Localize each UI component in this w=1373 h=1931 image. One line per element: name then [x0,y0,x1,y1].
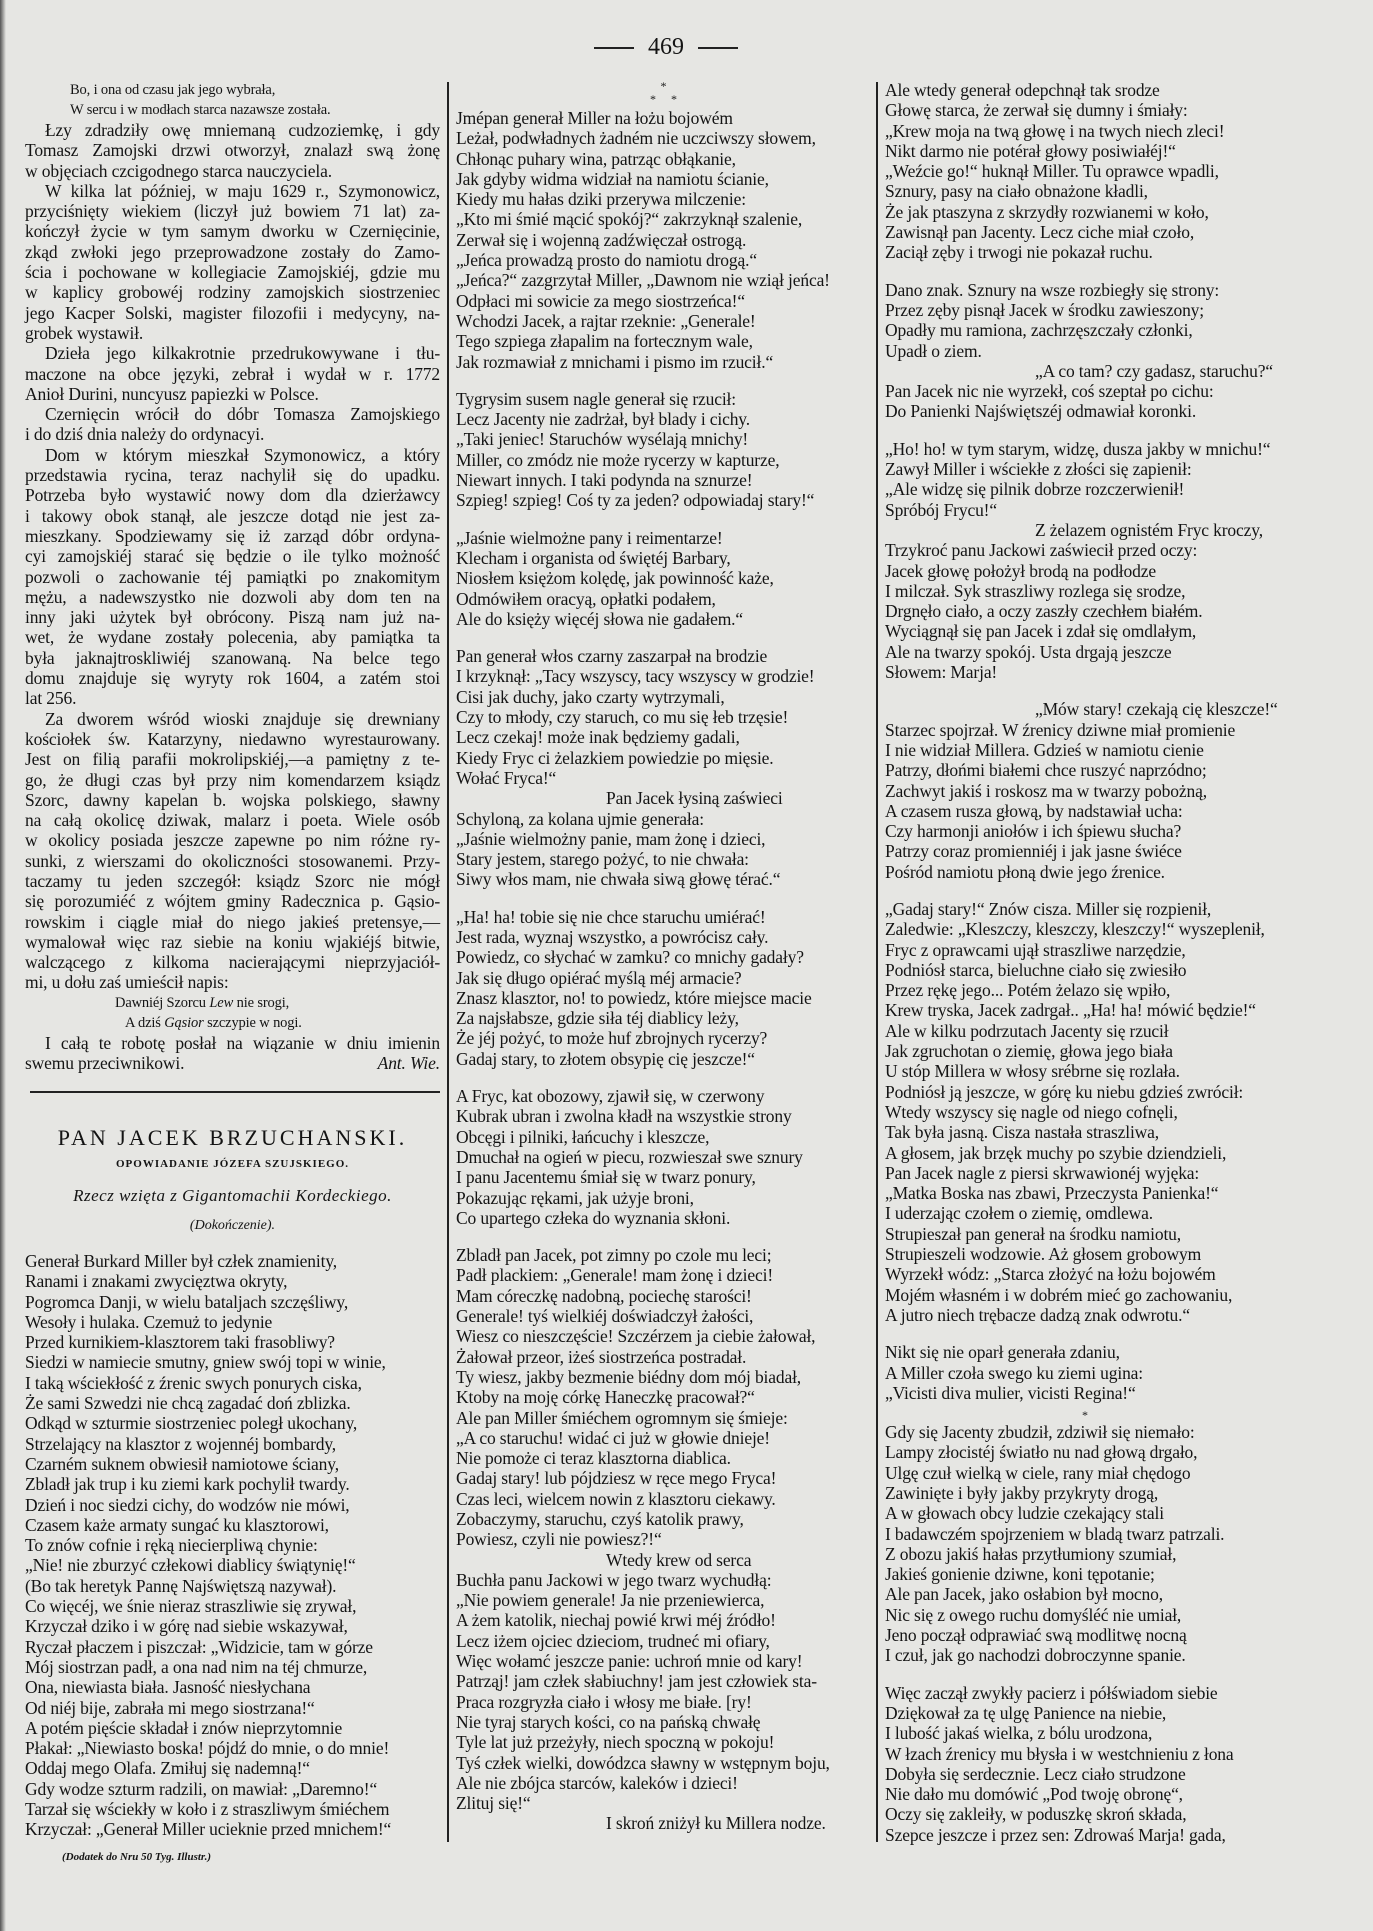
verse-line: Praca rozgryzła ciało i włosy me białe. [ry! [456,1691,752,1712]
verse-line: Jak się długo opiérać myślą méj armacie? [456,967,742,988]
stanza [456,646,871,890]
poem-column-right [885,80,1285,1845]
verse-line: Strupieszał pan generał na środku namiotu, [885,1223,1181,1244]
verse-line: Ale pan Jacek, jako osłabion był mocno, [885,1584,1163,1605]
verse-line: Tyle lat już przeżyły, niech spoczną w pokoju! [456,1732,775,1753]
verse-line: Głowę starca, że zerwał się dumny i śmiały: [885,100,1188,121]
stanza [456,1245,871,1834]
verse-line: Że sami Szwedzi nie chcą zagadać doń zblizka. [25,1393,351,1414]
verse-line: A Fryc, kat obozowy, zjawił się, w czerwony [456,1086,765,1107]
verse-line: „Ha! ha! tobie się nie chce staruchu umiérać! [456,906,766,927]
footnote: (Dodatek do Nru 50 Tyg. Illustr.) [62,1851,212,1863]
verse-line: Gadaj stary! lub pójdziesz w ręce mego Fryca! [456,1468,777,1489]
paragraph-line: Anioł Durini, nuncyusz papiezki w Polsce. [25,383,319,404]
verse-line: Czasem każe armaty sungać ku klasztorowi, [25,1514,329,1535]
verse-line: Wiesz co nieszczęście! Szczérzem ja ciebie żałował, [456,1326,816,1347]
paragraph-line: przyciśnięty wiekiem (liczył już bowiem 71 lat) za- [25,201,440,222]
paragraph-line: przedstawia rycina, teraz nachylił się do upadku. [25,465,440,486]
asterism-icon: * * [650,92,677,106]
verse-line: Kubrak ubran i zwolna kładł na wszystkie strony [456,1106,792,1127]
verse-line: Żałował przeor, iżeś siostrzeńca postradał. [456,1346,747,1367]
verse-line: Obcęgi i pilniki, łańcuchy i kleszcze, [456,1126,710,1147]
stanza [885,899,1285,1325]
verse-line: Że jak ptaszyna z skrzydły rozwianemi w koło, [885,201,1209,222]
verse-line: Tyś człek wielki, dowódzca sławny w wstępnym boju, [456,1752,830,1773]
story-title: PAN JACEK BRZUCHANSKI. [57,1125,408,1150]
inscription-segment: szczypie w nogi. [203,1014,302,1031]
verse-line: Czas leci, wielcem nowin z klasztoru ciekawy. [456,1488,776,1509]
verse-line: Lecz czekaj! może inak będziemy gadali, [456,727,740,748]
verse-line: Ale wtedy generał odepchnął tak srodze [885,80,1160,100]
verse-line: A potém pięście składał i znów nieprzytomnie [25,1717,343,1738]
verse-line: Generał Burkard Miller był człek znamienity, [25,1251,338,1271]
verse-line: Drgnęło ciało, a oczy zaszły czechłem białém. [885,601,1203,622]
verse-line: Ale do księży więcéj słowa nie gadałem.“ [456,608,744,629]
verse-line: Jakieś gonienie dziwne, koni tępotanie; [885,1564,1155,1585]
paragraph-line: ścia i pochowane w kollegiacie Zamojskiéj, gdzie mu [25,262,440,283]
paragraph-line: Potrzeba było wystawić nowy dom dla dzierżawcy [25,485,440,506]
verse-line: „A co staruchu! widać ci już w głowie dnieje! [456,1427,770,1448]
paragraph-line: w objęciach czcigodnego starca nauczyciela. [25,160,332,181]
verse-line: Przez zęby pisnął Jacek w środku zawieszony; [885,299,1204,320]
verse-line: Spróbój Frycu!“ [885,499,997,520]
inscription-line [25,993,440,1013]
stanza [885,1683,1285,1845]
intro-verse-line: W sercu i w modłach starca nazawsze została. [70,102,331,118]
verse-line: U stóp Millera w włosy srébrne się rozlała. [885,1061,1180,1082]
verse-line: Fryc z oprawcami ujął straszliwe narzędzie, [885,939,1186,960]
inscription-line [25,1013,440,1033]
verse-line: Krzyczał dziko i w górę nad siebie wskazywał, [25,1616,348,1637]
verse-line: Jak gdyby widma widział na namiotu ścianie, [456,168,769,189]
paragraph-text: swemu przeciwnikowi. [25,1053,185,1074]
column-divider [876,82,878,1842]
paragraph-line: sunki, z wierszami do okoliczności stosowanemi. Przy- [25,850,440,871]
verse-line: Dano znak. Sznury na wsze rozbiegły się strony: [885,279,1220,300]
verse-line: Leżał, podwładnych żadném nie uczciwszy słowem, [456,128,816,149]
verse-line: Upadł o ziem. [885,340,982,361]
verse-line: „Krew moja na twą głowę i na twych niech zleci! [885,120,1225,141]
stanza [456,907,871,1069]
verse-line: Jmépan generał Miller na łożu bojowém [456,108,733,128]
stanza [885,280,1285,422]
verse-line: „Ale widzę się pilnik dobrze rozczerwienił! [885,479,1185,500]
paragraph-line: maczone na obce języki, zebrał i wydał w r. 1772 [25,363,440,384]
asterism-icon: * [1082,1408,1088,1423]
stanza [885,1342,1285,1403]
verse-line: Pośród namiotu płoną dwie jego źrenice. [885,861,1165,882]
verse-line: Więc wołamć jeszcze panie: uchroń mnie od kary! [456,1651,803,1672]
verse-line-indented: „A co tam? czy gadasz, staruchu?“ [1035,360,1273,381]
verse-line: A głosem, jak brzęk muchy po szybie dziendzieli, [885,1142,1227,1163]
verse-line: Kiedy Fryc ci żelazkiem powiedzie po mięsie. [456,747,774,768]
verse-line: „Nie powiem generale! Ja nie przeniewierca, [456,1590,765,1611]
stanza [456,108,871,372]
verse-line: Oczy się zakleiły, w poduszkę skroń składa, [885,1804,1187,1825]
verse-line: A czasem rusza głową, by nadstawiał ucha: [885,800,1183,821]
verse-line: I milczał. Syk straszliwy rozlega się srodze, [885,580,1186,601]
verse-line: „Nie! nie zburzyć człekowi diablicy świątynię!“ [25,1555,356,1576]
verse-line: Ale nie zbójca starców, kaleków i dzieci! [456,1772,738,1793]
paragraph-line: i do dziś dnia należy do ordynacyi. [25,424,265,445]
paragraph-line: się porozumiéć z wójtem gminy Radecznica p. Gąsio- [25,891,440,912]
verse-line: Zachwyt jakiś i roskosz ma w twarzy pobożną, [885,780,1207,801]
verse-line: Starzec spojrzał. W źrenicy dziwne miał promienie [885,719,1236,740]
story-author: OPOWIADANIE JÓZEFA SZUJSKIEGO. [115,1158,350,1170]
verse-line: Zawisnął pan Jacenty. Lecz ciche miał czoło, [885,222,1195,243]
verse-line: Pan Jacek nic nie wyrzekł, coś szeptał po cichu: [885,381,1214,402]
verse-line: Niosłem księżom kolędę, jak powinność każe, [456,568,774,589]
verse-line: „Matka Boska nas zbawi, Przeczysta Panienka!“ [885,1183,1219,1204]
verse-line: Lampy złocistéj światło nu nad głową drgało, [885,1442,1198,1463]
paragraph-line: na całą okolicę dziwak, malarz i poeta. Wiele osób [25,810,440,831]
verse-line: Oddaj mego Olafa. Zmiłuj się nademną!“ [25,1758,310,1779]
verse-line: Nikt darmo nie potérał głowy posiwiałéj!“ [885,140,1176,161]
verse-line-indented: Wtedy krew od serca [606,1549,752,1570]
verse-line: „Weźcie go!“ huknął Miller. Tu oprawce wpadli, [885,161,1219,182]
verse-line: Lecz iżem ojciec dzieciom, trudneć mi ofiary, [456,1630,770,1651]
verse-line: „Jaśnie wielmożny panie, mam żonę i dzieci, [456,828,766,849]
verse-line: Odpłaci mi sowicie za mego siostrzeńca!“ [456,290,745,311]
verse-line: Tego szpiega złapalim na fortecznym wale, [456,331,753,352]
paragraph-line: pozwoli o zachowanie téj pamiątki po znakomitym [25,566,440,587]
verse-line: Ktoby na moję córkę Haneczkę pracował?“ [456,1387,755,1408]
paragraph [25,445,440,709]
paragraph-line: W kilka lat później, w maju 1629 r., Szymonowicz, [45,180,440,201]
verse-line: Szpieg! szpieg! Coś ty za jeden? odpowiadaj stary!“ [456,490,815,511]
verse-line: Tak była jasną. Cisza nastała straszliwa, [885,1122,1159,1143]
paragraph [25,404,440,445]
verse-line: „Ho! ho! w tym starym, widzę, dusza jakby w mnichu!“ [885,438,1271,459]
verse-line: Chłonąc puhary wina, patrząc obłąkanie, [456,148,736,169]
paragraph-line: wet, że wydane zostały polecenia, aby pamiątka ta [25,627,440,648]
verse-line: I lubość jakaś wielka, z bólu urodzona, [885,1723,1153,1744]
inscription-segment: Gąsior [164,1014,204,1031]
inscription-segment: Dawniéj Szorcu [115,994,210,1011]
verse-line: I czuł, jak go nachodzi dobroczynne spanie. [885,1645,1186,1666]
verse-line: Jak zgruchotan o ziemię, głowa jego biała [885,1041,1173,1062]
inscription-segment: Lew [209,994,234,1011]
verse-line: Zobaczymy, staruchu, czyś katolik prawy, [456,1509,744,1529]
verse-line: Generale! tyś wielkiéj doświadczył żałości, [456,1306,754,1327]
verse-line: A Miller czoła swego ku ziemi ugina: [885,1362,1144,1383]
verse-line: Jeno począł odprawiać swą modlitwę nocną [885,1625,1187,1646]
verse-line: Jest rada, wyznaj wszystko, a powrócisz cały. [456,926,769,947]
verse-line: „Jeńca prowadzą prosto do namiotu drogą.“ [456,250,757,271]
verse-line: Ale w kilku podrzutach Jacenty się rzucił [885,1020,1169,1041]
verse-line: Ona, niewiasta biała. Jasność niesłychana [25,1677,311,1698]
verse-line: Niewart innych. I taki podynda na sznurze! [456,470,753,491]
verse-line: Czy to młody, czy staruch, co mu się łeb trzęsie! [456,707,789,728]
paragraph-line: mieszkany. Spodziewamy się iż zarząd dóbr ordyna- [25,525,440,546]
poem-column-left [25,1251,445,1840]
verse-line: Co więcéj, we śnie nieraz straszliwie się zrywał, [25,1596,357,1617]
verse-line: Stary jestem, starego pożyć, to nie chwała: [456,849,749,870]
verse-line: Zaledwie: „Kleszczy, kleszczy, kleszczy!“ wyszeplenił, [885,919,1265,940]
paragraph-line: Jest on filią parafii mokrolipskiéj,—a pamiętny z te- [25,749,440,770]
verse-line: „Jeńca?“ zazgrzytał Miller, „Dawnom nie wziął jeńca! [456,270,830,291]
verse-line: Ty wiesz, jakby bezmenie biédny dom mój biadał, [456,1366,802,1387]
verse-line: Tarzał się wściekły w koło i z straszliwym śmiéchem [25,1799,390,1820]
verse-line: Powiedz, co słychać w zamku? co mnichy gadały? [456,947,804,968]
verse-line: Trzykroć panu Jackowi zaświecił przed oczy: [885,540,1198,561]
verse-line: Pogromca Danji, w wielu bataljach szczęśliwy, [25,1291,349,1312]
verse-line: Od niéj bije, zabrała mi mego siostrzana!“ [25,1697,315,1718]
verse-line: Krzyczał: „Generał Miller ucieknie przed mnichem!“ [25,1819,392,1840]
paragraph-line: mi, u dołu zaś umieścił napis: [25,972,229,993]
signature: Ant. Wie. [377,1053,440,1074]
verse-line: „Gadaj stary!“ Znów cisza. Miller się rozpienił, [885,898,1212,919]
verse-line: Słowem: Marja! [885,662,998,683]
verse-line: Czarném suknem obwiesił namiotowe ściany, [25,1453,339,1474]
verse-line: Buchła panu Jackowi w jego twarz wychudłą: [456,1569,772,1590]
verse-line: Dziękował za tę ulgę Panience na niebie, [885,1702,1167,1723]
verse-line: Wyrzekł wódz: „Starca złożyć na łożu bojowém [885,1264,1216,1285]
verse-line: Wtedy wszyscy się nagle od niego cofnęli, [885,1101,1178,1122]
paragraph-line: była jaknajtroskliwiéj szanowaną. Na belce tego [25,647,440,668]
stanza [456,1086,871,1228]
verse-line: Dobyła się serdecznie. Lecz ciało strudzone [885,1763,1186,1784]
verse-line: Gdy się Jacenty zbudził, zdziwił się niemało: [885,1422,1195,1443]
paragraph-line: kościołek św. Katarzyny, niedawno wyrestaurowany. [25,728,440,749]
verse-line: Wesoły i hulaka. Czemuż to jedynie [25,1311,273,1332]
verse-line: „Jaśnie wielmożne pany i reimentarze! [456,527,723,548]
verse-line: Pokazując rękami, jak użyje broni, [456,1187,694,1208]
verse-line: Powiesz, czyli nie powiesz?!“ [456,1529,662,1550]
paragraph [25,181,440,343]
verse-line: Jak rozmawiał z mnichami i pismo im rzucił.“ [456,351,774,372]
verse-line-indented: Pan Jacek łysiną zaświeci [606,788,783,809]
scan-edge-shadow [0,0,6,1931]
verse-line: A w głowach obcy ludzie czekający stali [885,1503,1164,1524]
paragraph-line: kończył życie w tym samym dworku w Czernięcinie, [25,221,440,242]
page-number: 469 [566,32,766,62]
verse-line: Ulgę czuł wielką w ciele, rany miał chędogo [885,1462,1191,1483]
paragraph-line: cyi zamojskiéj starać się będzie o ile tylko możność [25,546,440,567]
verse-line: Odkąd w szturmie siostrzeniec poległ ukochany, [25,1413,358,1434]
verse-line: Klecham i organista od świętéj Barbary, [456,547,731,568]
verse-line: Mojém własném i w dobrém mieć go zachowaniu, [885,1284,1233,1305]
story-subtitle: Rzecz wzięta z Gigantomachii Kordeckiego. [73,1186,392,1205]
paragraph-line: rowskim i ciągle miał do niego jakieś pretensye,— [25,911,440,932]
verse-line: Czy harmonji aniołów i ich śpiewu słucha? [885,821,1182,842]
intro-verse-line: Bo, i ona od czasu jak jego wybrała, [70,82,276,98]
verse-line: Opadły mu ramiona, zachrzęszczały członki, [885,320,1193,341]
verse-line: Pan Jacek nagle z piersi skrwawionéj wyjęka: [885,1162,1200,1183]
verse-line: Dzień i noc siedzi cichy, do wodzów nie mówi, [25,1494,350,1515]
verse-line: Płakał: „Niewiasto boska! pójdź do mnie, o do mnie! [25,1738,390,1759]
verse-line: Że jéj pożyć, to może huf zbrojnych rycerzy? [456,1028,768,1049]
paragraph-line: go, że długi czas był przy nim komendarzem ksiądz [25,769,440,790]
paragraph [25,709,440,993]
verse-line: Krew tryska, Jacek zadrgał.. „Ha! ha! mówić będzie!“ [885,1000,1256,1021]
verse-line: Ranami i znakami zwycięztwa okryty, [25,1271,288,1292]
verse-line: Za najsłabsze, gdzie siła téj diablicy leży, [456,1008,739,1029]
stanza [885,439,1285,683]
verse-line-indented: I skroń zniżył ku Millera nodze. [606,1813,826,1834]
verse-line: Nie pomoże ci teraz klasztorna diablica. [456,1448,731,1469]
verse-line: Kiedy mu hałas dziki przerywa milczenie: [456,189,746,210]
verse-line: I nie widział Millera. Gdzieś w namiotu cienie [885,739,1204,760]
verse-line: Siwy włos mam, nie chwała siwą głowę térać.“ [456,869,781,890]
paragraph-line: wymalował więc raz siebie na koniu wjakiéjś bitwie, [25,931,440,952]
asterism-icon: * [660,79,667,93]
paragraph-line: I całą te robotę posłał na wiązanie w dniu imienin [45,1032,440,1053]
verse-line: W łzach źrenicy mu błysła i w westchnieniu z łona [885,1743,1234,1764]
paragraph-line [25,1053,440,1073]
verse-line: Lecz Jacenty nie zadrżał, był blady i cichy. [456,409,750,430]
verse-line: Gdy wodze szturm radzili, on mawiał: „Daremno!“ [25,1778,378,1799]
verse-line: Wołać Fryca!“ [456,767,557,788]
paragraph-line: grobek wystawił. [25,322,144,343]
verse-line-indented: „Mów stary! czekają cię kleszcze!“ [1035,699,1278,720]
stanza [885,80,1285,263]
paragraph [25,120,440,181]
verse-line: Patrzy, dłońmi białemi chce ruszyć naprzódno; [885,760,1207,781]
stanza [885,1422,1285,1666]
verse-line: I krzyknął: „Tacy wszyscy, tacy wszyscy w grodzie! [456,666,815,687]
verse-line: Strzelający na klasztor z wojennéj bombardy, [25,1433,337,1454]
verse-line: Odmówiłem oracyą, opłatki podałem, [456,588,716,609]
verse-line: Znasz klasztor, no! to powiedz, które miejsce macie [456,987,812,1008]
paragraph-line: walczącego z kilkoma nacierającymi nieprzyjaciół- [25,952,440,973]
verse-line: I taką wściekłość z źrenic swych ponurych ciska, [25,1372,362,1393]
verse-line: A jutro niech trębacze dadzą znak odwrotu.“ [885,1304,1191,1325]
verse-line: Patrzy coraz promienniéj i jak jasne świéce [885,841,1182,862]
poem-column-middle [456,80,871,1834]
verse-line: Szepce jeszcze i przez sen: Zdrowaś Marja! gada, [885,1824,1226,1845]
verse-line: Schyloną, za kolana ujmie generała: [456,808,704,829]
verse-line: „Kto mi śmié mącić spokój?“ zakrzyknął szalenie, [456,209,803,230]
verse-line: Mój siostrzan padł, a ona nad nim na téj chmurze, [25,1656,368,1677]
paragraph-line: Tomasz Zamojski drzwi otworzył, znalazł swą żonę [25,140,440,161]
stanza [456,528,871,629]
verse-line: Sznury, pasy na ciało obnażone kładli, [885,181,1148,202]
paragraph-line: inny jaki użytek był obrócony. Piszą nam już na- [25,607,440,628]
paragraph-line: lat 256. [25,688,77,709]
paragraph-line: zkąd zwłoki jego przeprowadzone zostały do Zamo- [25,241,440,262]
verse-line: Podniósł starca, bieluchne ciało się zwiesiło [885,959,1187,980]
verse-line: Strupieszeli wodzowie. Aż głosem grobowym [885,1244,1202,1265]
verse-line: Nie dało mu domówić „Pod twoję obronę“, [885,1784,1183,1805]
verse-line: Zerwał się i wojenną zadźwięczał ostrogą. [456,229,747,250]
verse-line: Padł plackiem: „Generale! mam żonę i dzieci! [456,1265,773,1286]
verse-line: Miller, co zmódz nie może rycerzy w kapturze, [456,449,780,470]
verse-line: Zbladł jak trup i ku ziemi kark pochylił twardy. [25,1474,350,1495]
stanza [885,699,1285,882]
verse-line: Tygrysim susem nagle generał się rzucił: [456,388,736,409]
verse-line: Nikt się nie oparł generała zdaniu, [885,1342,1120,1363]
paragraph-line: i takowy obok stanął, ale jeszcze dotąd nie jest za- [25,505,440,526]
verse-line: I badawczém spojrzeniem w bladą twarz patrzali. [885,1523,1225,1544]
verse-line-indented: Z żelazem ognistém Fryc kroczy, [1035,519,1263,540]
verse-line: A żem katolik, niechaj powié krwi méj źródło! [456,1610,776,1631]
article-szymonowicz-ending [25,80,440,1073]
verse-line: Ale na twarzy spokój. Usta drgają jeszcze [885,641,1172,662]
verse-line: Zaciął zęby i trwogi nie pokazał ruchu. [885,242,1153,263]
verse-line: Zbladł pan Jacek, pot zimny po czole mu leci; [456,1245,772,1266]
paragraph-line: Czernięcin wrócił do dóbr Tomasza Zamojskiego [45,404,440,425]
verse-line: I panu Jacentemu śmiał się w twarz ponury, [456,1167,756,1188]
paragraph-line: Dzieła jego kilkakrotnie przedrukowywane i tłu- [45,343,440,364]
paragraph-line: Dom w którym mieszkał Szymonowicz, a który [45,444,440,465]
verse-line: „Taki jeniec! Staruchów wysélają mnichy! [456,429,749,450]
verse-line: Ale pan Miller śmiéchem ogromnym się śmieje: [456,1407,788,1428]
verse-line: Podniósł ją jeszcze, w górę ku niebu gdzieś zwrócił: [885,1081,1244,1102]
verse-line: Co upartego człeka do wyznania skłoni. [456,1207,731,1228]
verse-line: Z obozu jakiś hałas przytłumiony szumiał, [885,1543,1177,1564]
inscription-segment: nie srogi, [233,994,290,1011]
verse-line: To znów cofnie i ręką niecierpliwą chynie: [25,1535,318,1556]
verse-line: Wchodzi Jacek, a rajtar rzeknie: „Generale! [456,310,756,331]
stanza [456,389,871,511]
paragraph-line: taczamy tu jeden szczegół: ksiądz Szorc nie mógł [25,870,440,891]
paragraph-line: w kaplicy grobowéj rodziny zamojskich siostrzeniec [25,282,440,303]
paragraph [25,343,440,404]
verse-line: Do Panienki Najświętszéj odmawiał koronki. [885,401,1197,422]
verse-line: Nic się z owego ruchu domyśléć nie umiał, [885,1604,1182,1625]
paragraph-line: domu znajduje się wyryty rok 1604, a zatém stoi [25,668,440,689]
verse-line: I uderzając czołem o ziemię, omdlewa. [885,1203,1153,1224]
verse-line: Mam córeczkę nadobną, pociechę starości! [456,1285,752,1306]
paragraph-line: Szorc, dawny kapelan b. wojska polskiego, sławny [25,789,440,810]
paragraph-line: mężu, a nadewszystko nie dozwoli aby dom ten na [25,586,440,607]
section-rule [30,1091,440,1093]
paragraph-line: Łzy zdradziły owę mniemaną cudzoziemkę, i gdy [45,120,440,140]
verse-line: Zlituj się!“ [456,1793,531,1814]
verse-line: Zawinięte i były jakby przykryty drogą, [885,1483,1159,1503]
story-note: (Dokończenie). [189,1218,276,1233]
verse-line: Zawył Miller i wściekłe z złości się zapienił: [885,459,1192,480]
verse-line: (Bo tak heretyk Pannę Najświętszą nazywał). [25,1575,337,1596]
stanza-group [885,1422,1285,1845]
verse-line: Gadaj stary, to złotem obsypię cię jeszcze!“ [456,1048,755,1069]
verse-line: Wyciągnął się pan Jacek i zdał się omdlałym, [885,621,1197,642]
paragraph-line: Za dworem wśród wioski znajduje się drewniany [45,708,440,729]
verse-line: „Vicisti diva mulier, vicisti Regina!“ [885,1382,1136,1403]
verse-line: Dmuchał na ogień w piecu, rozwieszał swe sznury [456,1146,803,1167]
paragraph-line: jego Kacper Solski, magister filozofii i medycyny, na- [25,302,440,323]
verse-line: Przez rękę jego... Potém żelazo się wpiło, [885,980,1171,1001]
verse-line: Jacek głowę położył brodą na podłodze [885,560,1156,581]
verse-line: Patrząj! jam człek słabiuchny! jam jest człowiek sta- [456,1671,817,1692]
column-divider [447,82,449,1842]
verse-line: Cisi jak duchy, jako czarty wytrzymali, [456,686,725,707]
inscription-segment: A dziś [125,1014,165,1031]
verse-line: Pan generał włos czarny zaszarpał na brodzie [456,646,768,667]
verse-line: Przed kurnikiem-klasztorem taki frasobliwy? [25,1332,335,1353]
verse-line: Siedzi w namiecie smutny, gniew swój topi w winie, [25,1352,386,1373]
verse-line: Ryczał płaczem i piszczał: „Widzicie, tam w górze [25,1636,373,1657]
verse-line: Więc zaczął zwykły pacierz i półświadom siebie [885,1682,1218,1703]
verse-line: Nie tyraj starych kości, co na pańską chwałę [456,1711,761,1732]
paragraph-line: w okolicy posiada jeszcze zapewne po nim różne ry- [25,830,440,851]
